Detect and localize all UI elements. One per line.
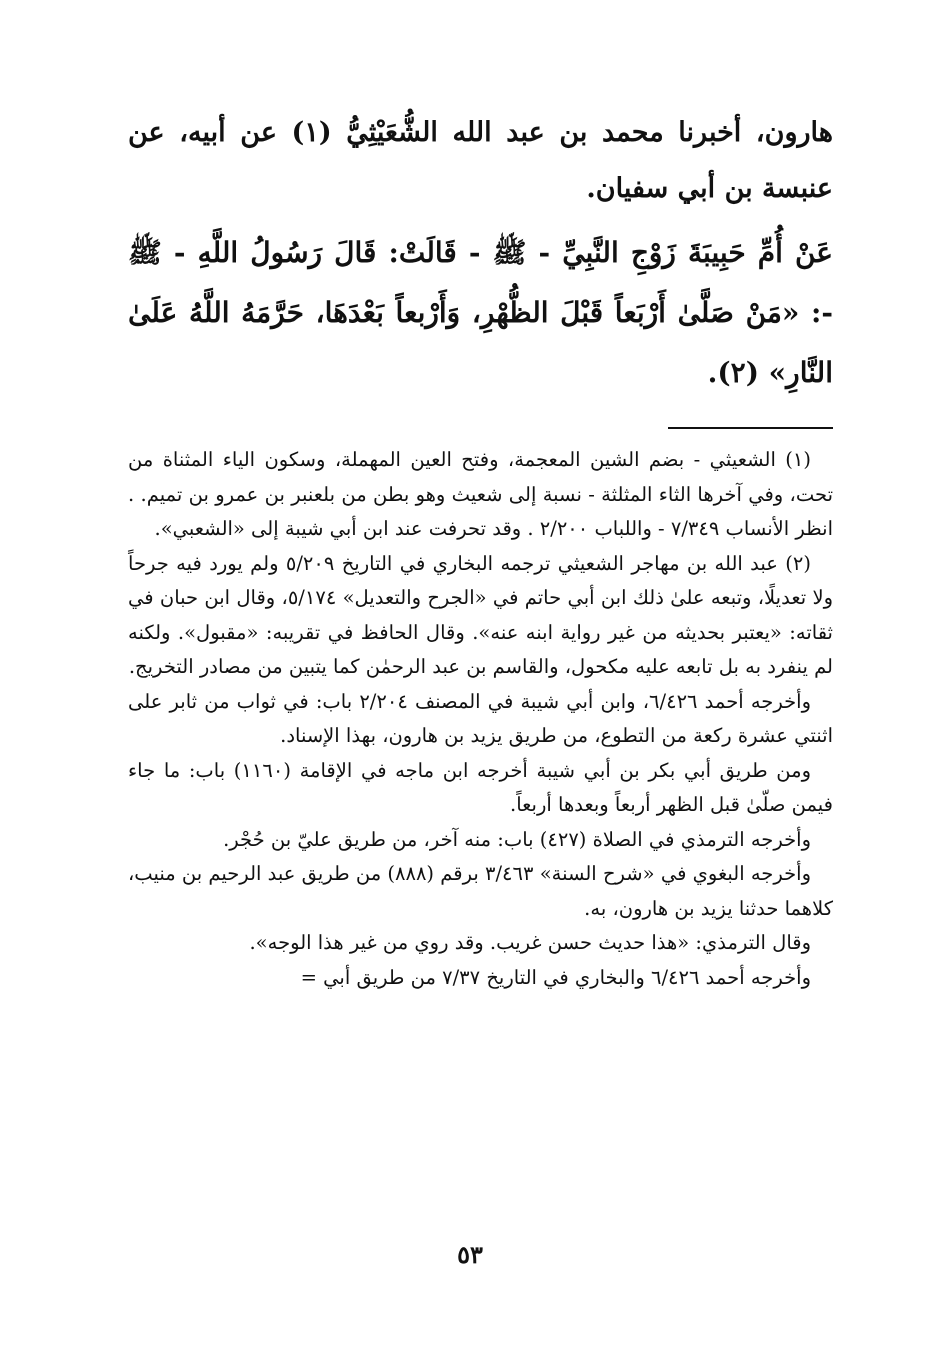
footnote-para: وأخرجه البغوي في «شرح السنة» ٣/٤٦٣ برقم (٨٨٨) من طريق عبد الرحيم بن منيب، كلاهما حدثنا يزيد بن هارون، به.: [128, 862, 833, 920]
footnote-para: وأخرجه أحمد ٦/٤٢٦ والبخاري في التاريخ ٧/٣٧ من طريق أبي =: [300, 965, 811, 989]
footnote-para: وأخرجه أحمد ٦/٤٢٦، وابن أبي شيبة في المصنف ٢/٢٠٤ باب: في ثواب من ثابر على اثنتي عشرة ركعة من التطوع، من طريق يزيد بن هارون، بهذا الإسناد.: [128, 689, 833, 747]
page-body: [128, 105, 833, 995]
footnote-2: (٢) عبد الله بن مهاجر الشعيثي ترجمه البخاري في التاريخ ٥/٢٠٩ ولم يورد فيه جرحاً ولا تعديلًا، وتبعه علىٰ ذلك ابن أبي حاتم في «الجرح والتعديل» ٥/١٧٤، وقال ابن حبان في ثقاته: «يعتبر بحديثه من غير رواية ابنه عنه». وقال الحافظ في تقريبه: «مقبول». ولكنه لم ينفرد به بل تابعه عليه مكحول، والقاسم بن عبد الرحمٰن كما يتبين من مصادر التخريج.: [128, 551, 833, 678]
footnote-para: وأخرجه الترمذي في الصلاة (٤٢٧) باب: منه آخر، من طريق عليّ بن حُجْر.: [223, 827, 811, 851]
main-text-intro: هارون، أخبرنا محمد بن عبد الله الشُّعَيْثِيُّ (١) عن أبيه، عن عنبسة بن أبي سفيان.: [128, 117, 833, 204]
footnote-divider: [668, 427, 833, 429]
hadith-text: عَنْ أُمِّ حَبِيبَةَ زَوْجِ النَّبِيِّ - ﷺ - قَالَتْ: قَالَ رَسُولُ اللَّهِ - ﷺ -: «مَنْ صَلَّىٰ أَرْبَعاً قَبْلَ الظُّهْرِ، وَأَرْبعاً بَعْدَهَا، حَرَّمَهُ اللَّهُ عَلَىٰ النَّارِ» (٢).: [128, 236, 834, 389]
footnote-divider-wrap: [128, 427, 833, 429]
footnote-1: (١) الشعيثي - بضم الشين المعجمة، وفتح العين المهملة، وسكون الياء المثناة من تحت، وفي آخرها الثاء المثلثة - نسبة إلى شعيث وهو بطن من بلعنبر بن عمرو بن تميم. . انظر الأنساب ٧/٣٤٩ - واللباب ٢/٢٠٠ . وقد تحرفت عند ابن أبي شيبة إلى «الشعبي».: [128, 448, 833, 540]
footnote-para: وقال الترمذي: «هذا حديث حسن غريب. وقد روي من غير هذا الوجه».: [249, 931, 811, 954]
footnote-para: ومن طريق أبي بكر بن أبي شيبة أخرجه ابن ماجه في الإقامة (١١٦٠) باب: ما جاء فيمن صلّىٰ قبل الظهر أربعاً وبعدها أربعاً.: [128, 758, 833, 816]
page-number: ٥٣: [457, 1240, 483, 1269]
